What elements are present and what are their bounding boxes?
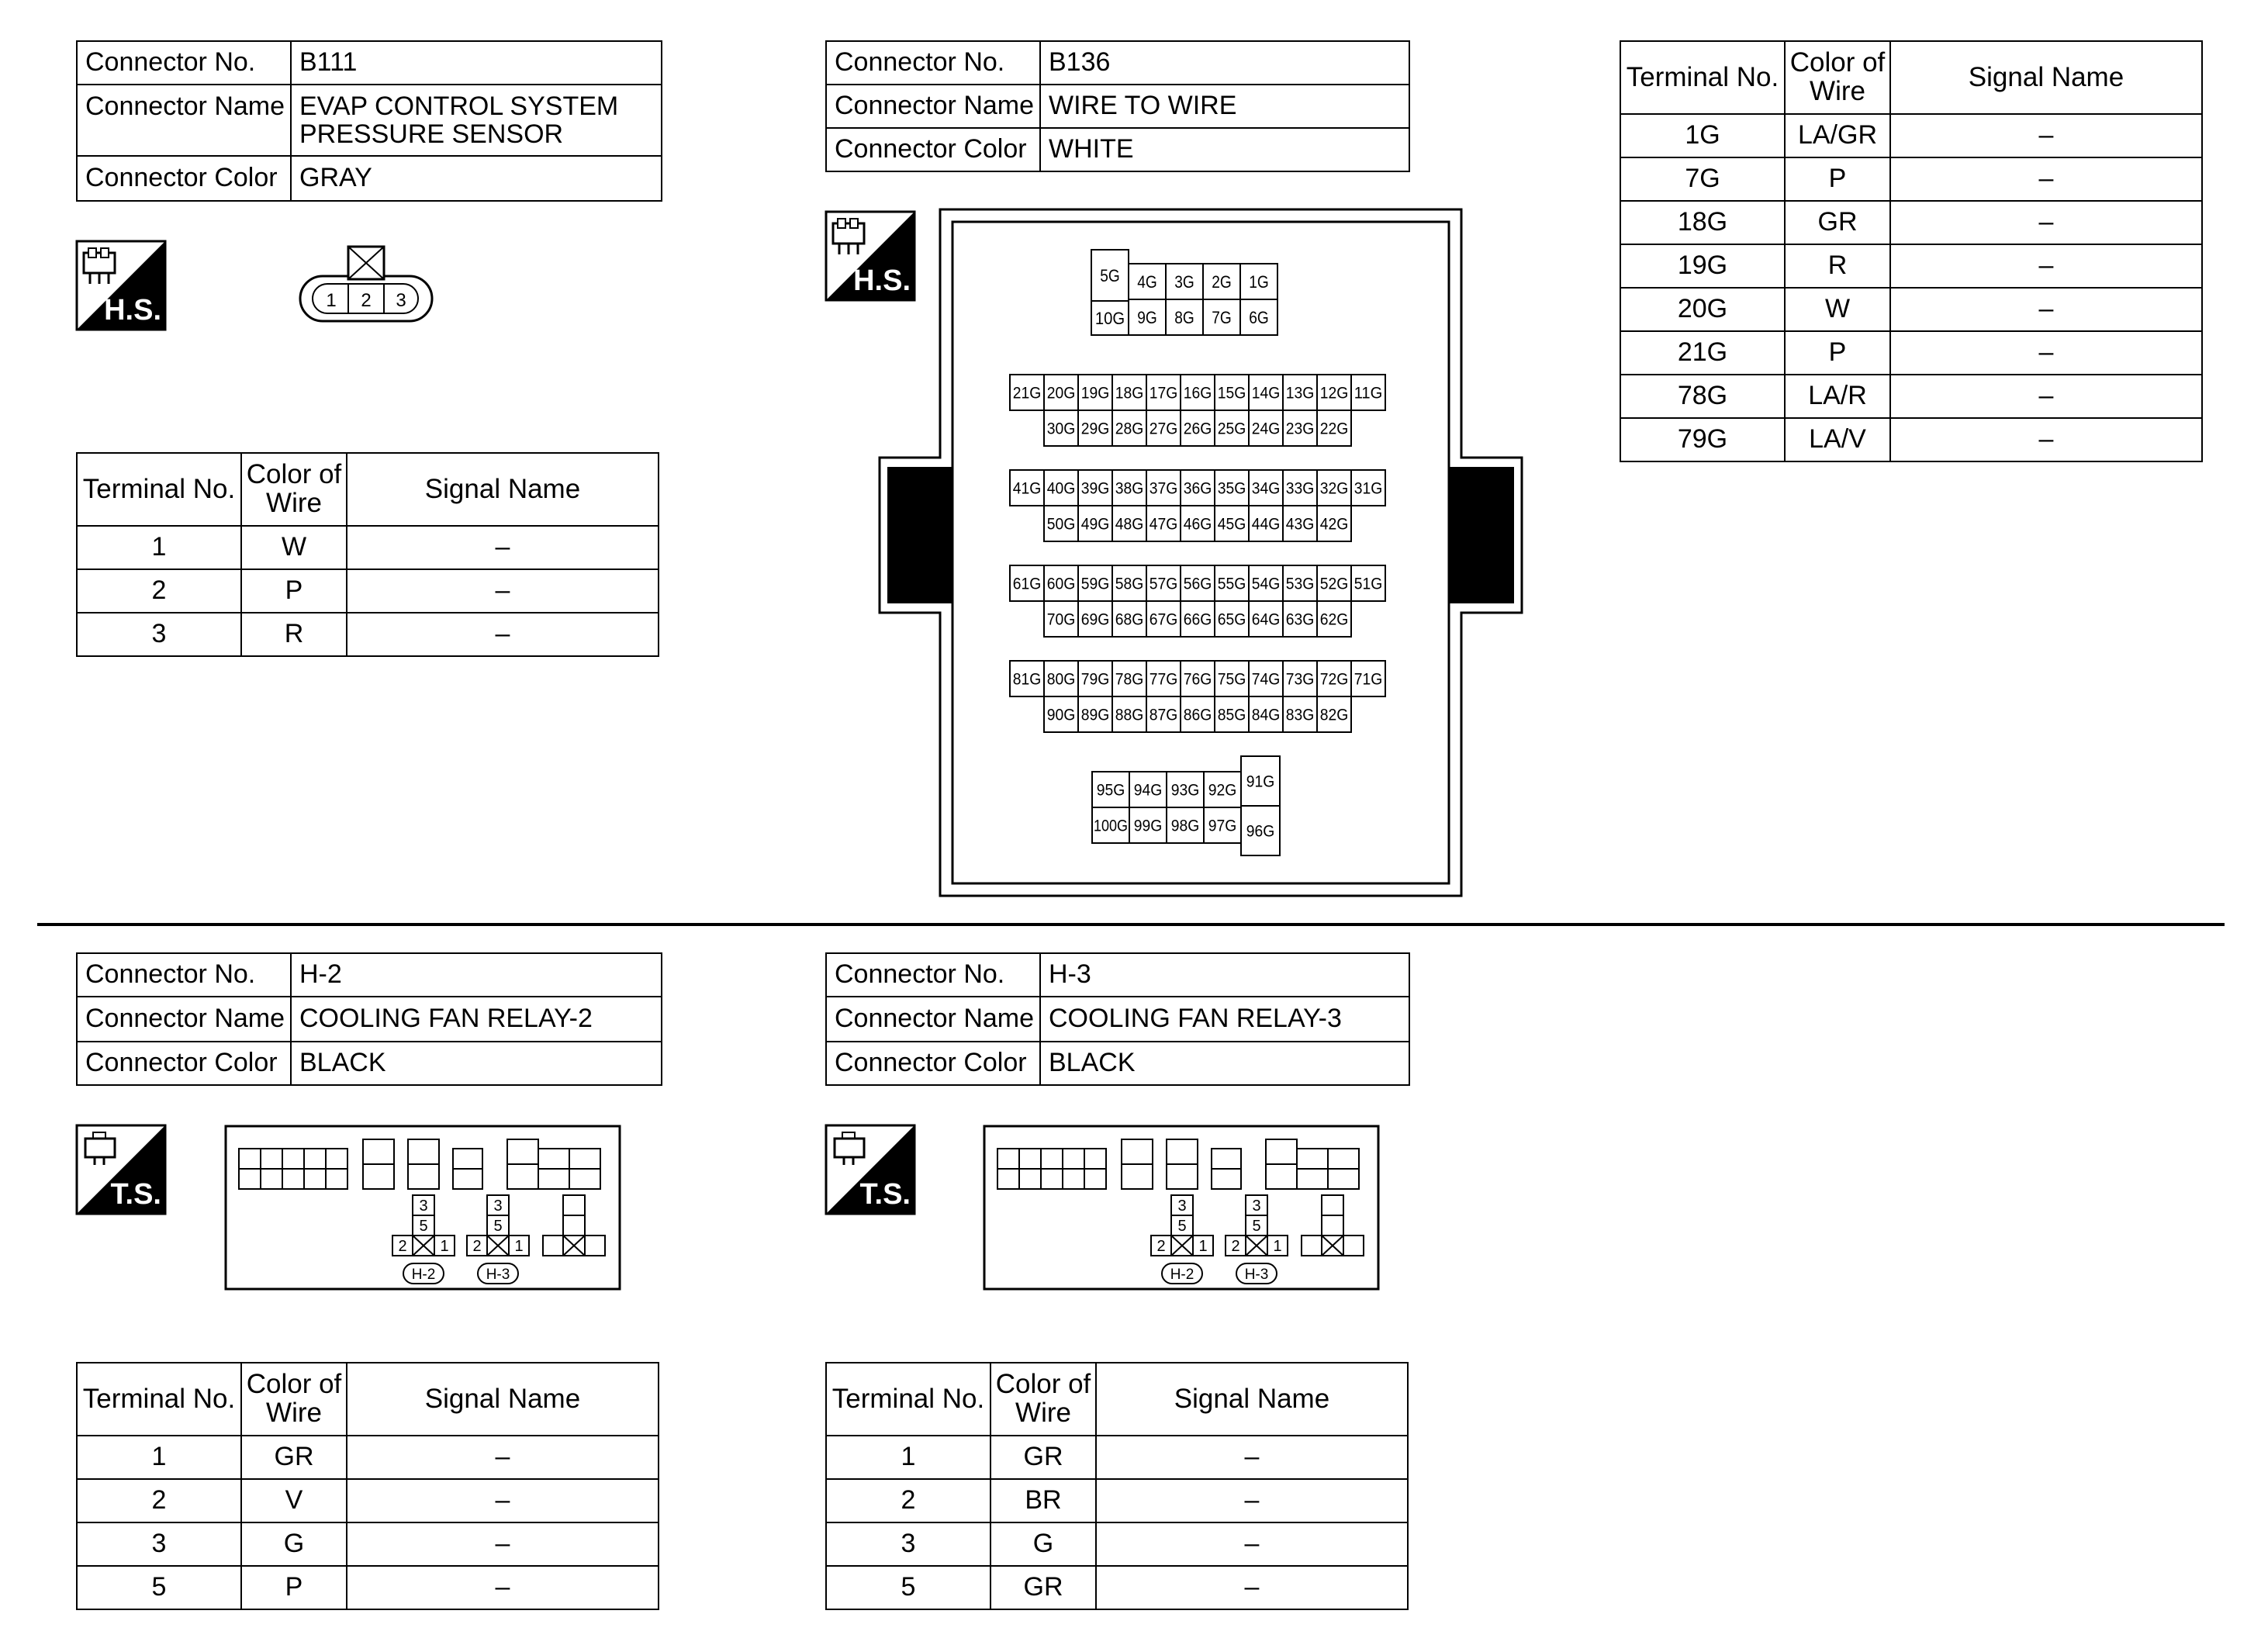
slot xyxy=(453,1169,482,1189)
relay-pin-box xyxy=(1343,1236,1364,1256)
slot xyxy=(507,1164,538,1189)
terminal-label: 82G xyxy=(1319,706,1349,724)
table-row: 1 GR – xyxy=(77,1436,659,1479)
terminal-label: 88G xyxy=(1115,706,1144,724)
relay-pin-box xyxy=(1302,1236,1322,1256)
table-row: 1 GR – xyxy=(826,1436,1408,1479)
terminal-label: 22G xyxy=(1319,420,1349,438)
slot xyxy=(363,1139,394,1164)
table-row: 5 P – xyxy=(77,1566,659,1609)
slot xyxy=(569,1149,600,1169)
terminal-label: 64G xyxy=(1251,610,1281,629)
terminal-label: 55G xyxy=(1217,575,1246,593)
terminal-label: 17G xyxy=(1149,384,1178,403)
terminal-label: 29G xyxy=(1080,420,1110,438)
connector-no-label: Connector No. xyxy=(826,41,1040,85)
terminal-label: 19G xyxy=(1080,384,1110,403)
terminal-label: 38G xyxy=(1115,479,1144,498)
terminal-label: 91G xyxy=(1246,772,1275,791)
terminal-label: 67G xyxy=(1149,610,1178,629)
connector-color-label: Connector Color xyxy=(826,1042,1040,1085)
terminal-no-header: Terminal No. xyxy=(1620,41,1785,114)
connector-name-label: Connector Name xyxy=(826,997,1040,1042)
terminal-label: 59G xyxy=(1080,575,1110,593)
terminal-label: 4G xyxy=(1137,271,1157,292)
terminal-label: 48G xyxy=(1115,515,1144,534)
terminal-label: 81G xyxy=(1012,670,1042,689)
table-row: 3 G – xyxy=(826,1522,1408,1566)
terminal-label: 100G xyxy=(1094,817,1128,835)
fuse-slot xyxy=(1084,1149,1106,1169)
connector-name-line2: PRESSURE SENSOR xyxy=(299,119,564,149)
terminal-label: 94G xyxy=(1133,781,1163,800)
relay-pin-label: 2 xyxy=(1231,1238,1240,1255)
table-row: 79G LA/V – xyxy=(1620,418,2202,461)
h3-relay-block-face xyxy=(984,1125,1379,1290)
fuse-slot xyxy=(239,1169,261,1189)
h2-info-table xyxy=(76,952,662,1086)
fuse-slot xyxy=(1063,1169,1084,1189)
pin-1: 1 xyxy=(326,290,337,311)
signal-name-header: Signal Name xyxy=(1096,1363,1408,1436)
terminal-label: 58G xyxy=(1115,575,1144,593)
table-row: 18G GR – xyxy=(1620,201,2202,244)
table-row: 2 P – xyxy=(77,569,659,613)
b136-info-table xyxy=(825,40,1410,172)
terminal-label: 30G xyxy=(1046,420,1076,438)
fuse-slot xyxy=(261,1149,282,1169)
table-row: 3 R – xyxy=(77,613,659,656)
relay-pin-box xyxy=(563,1215,585,1236)
fuse-slot xyxy=(997,1169,1019,1189)
terminal-label: 36G xyxy=(1183,479,1212,498)
terminal-label: 83G xyxy=(1285,706,1315,724)
terminal-label: 8G xyxy=(1174,307,1194,327)
fuse-slot xyxy=(1041,1149,1063,1169)
slot xyxy=(1212,1169,1241,1189)
terminal-label: 39G xyxy=(1080,479,1110,498)
terminal-label: 6G xyxy=(1249,307,1269,327)
h2-relay-block-face xyxy=(225,1125,621,1290)
terminal-label: 51G xyxy=(1353,575,1383,593)
terminal-label: 79G xyxy=(1080,670,1110,689)
badge-label: H.S. xyxy=(104,294,161,327)
slot xyxy=(1328,1149,1359,1169)
connector-no-value: H-3 xyxy=(1040,953,1409,997)
section-divider xyxy=(37,923,2225,926)
slot xyxy=(1167,1164,1198,1189)
terminal-label: 47G xyxy=(1149,515,1178,534)
terminal-label: 92G xyxy=(1208,781,1237,800)
terminal-label: 89G xyxy=(1080,706,1110,724)
table-row: 19G R – xyxy=(1620,244,2202,288)
relay-pin-label: 1 xyxy=(1198,1238,1208,1255)
terminal-label: 44G xyxy=(1251,515,1281,534)
terminal-label: 76G xyxy=(1183,670,1212,689)
terminal-label: 66G xyxy=(1183,610,1212,629)
terminal-label: 49G xyxy=(1080,515,1110,534)
fuse-slot xyxy=(304,1149,326,1169)
terminal-label: 24G xyxy=(1251,420,1281,438)
pin-2: 2 xyxy=(361,290,372,311)
signal-name-header: Signal Name xyxy=(1890,41,2202,114)
relay-pin-box xyxy=(563,1195,585,1215)
connector-no-value: H-2 xyxy=(291,953,662,997)
terminal-label: 9G xyxy=(1137,307,1157,327)
connector-no-value: B111 xyxy=(291,41,662,85)
b136-connector-face xyxy=(869,209,1528,900)
terminal-no-header: Terminal No. xyxy=(77,453,241,526)
terminal-label: 16G xyxy=(1183,384,1212,403)
fuse-slot xyxy=(326,1169,347,1189)
terminal-label: 70G xyxy=(1046,610,1076,629)
relay-pin-label: 2 xyxy=(1156,1238,1166,1255)
badge-label: T.S. xyxy=(859,1178,911,1211)
terminal-label: 96G xyxy=(1246,822,1275,841)
relay-pin-label: 3 xyxy=(1252,1198,1261,1215)
relay-pin-label: 5 xyxy=(1177,1218,1187,1235)
terminal-label: 87G xyxy=(1149,706,1178,724)
terminal-label: 40G xyxy=(1046,479,1076,498)
relay-tag-label: H-2 xyxy=(1170,1267,1194,1283)
terminal-label: 60G xyxy=(1046,575,1076,593)
relay-pin-box xyxy=(1322,1215,1343,1236)
table-row: 21G P – xyxy=(1620,331,2202,375)
terminal-label: 32G xyxy=(1319,479,1349,498)
table-row: 3 G – xyxy=(77,1522,659,1566)
color-of-wire-header: Color of Wire xyxy=(241,1363,347,1436)
terminal-label: 99G xyxy=(1133,817,1163,835)
fuse-slot xyxy=(304,1169,326,1189)
connector-no-label: Connector No. xyxy=(826,953,1040,997)
terminal-label: 63G xyxy=(1285,610,1315,629)
terminal-label: 26G xyxy=(1183,420,1212,438)
table-row: 5 GR – xyxy=(826,1566,1408,1609)
terminal-label: 28G xyxy=(1115,420,1144,438)
terminal-label: 68G xyxy=(1115,610,1144,629)
terminal-label: 71G xyxy=(1353,670,1383,689)
relay-tag-label: H-2 xyxy=(411,1267,436,1283)
relay-pin-label: 1 xyxy=(440,1238,449,1255)
slot xyxy=(408,1164,439,1189)
terminal-label: 7G xyxy=(1212,307,1232,327)
connector-name-label: Connector Name xyxy=(77,997,291,1042)
terminal-label: 80G xyxy=(1046,670,1076,689)
fuse-slot xyxy=(1019,1169,1041,1189)
fuse-slot xyxy=(1019,1149,1041,1169)
pin-3: 3 xyxy=(396,290,406,311)
slot xyxy=(408,1139,439,1164)
terminal-label: 33G xyxy=(1285,479,1315,498)
terminal-label: 15G xyxy=(1217,384,1246,403)
terminal-label: 23G xyxy=(1285,420,1315,438)
slot xyxy=(538,1169,569,1189)
terminal-label: 13G xyxy=(1285,384,1315,403)
h3-terminal-table xyxy=(825,1362,1409,1610)
terminal-label: 62G xyxy=(1319,610,1349,629)
terminal-label: 93G xyxy=(1170,781,1200,800)
terminal-label: 52G xyxy=(1319,575,1349,593)
terminal-label: 56G xyxy=(1183,575,1212,593)
terminal-label: 35G xyxy=(1217,479,1246,498)
table-row: 78G LA/R – xyxy=(1620,375,2202,418)
terminal-label: 18G xyxy=(1115,384,1144,403)
connector-no-label: Connector No. xyxy=(77,41,291,85)
signal-name-header: Signal Name xyxy=(347,453,659,526)
relay-pin-label: 1 xyxy=(514,1238,524,1255)
connector-color-label: Connector Color xyxy=(77,156,291,201)
terminal-label: 12G xyxy=(1319,384,1349,403)
slot xyxy=(1328,1169,1359,1189)
badge-label: T.S. xyxy=(110,1178,161,1211)
terminal-label: 3G xyxy=(1174,271,1194,292)
terminal-label: 27G xyxy=(1149,420,1178,438)
connector-no-label: Connector No. xyxy=(77,953,291,997)
slot xyxy=(1122,1164,1153,1189)
terminal-label: 2G xyxy=(1212,271,1232,292)
table-row: 1G LA/GR – xyxy=(1620,114,2202,157)
terminal-label: 37G xyxy=(1149,479,1178,498)
connector-color-value: GRAY xyxy=(291,156,662,201)
terminal-label: 45G xyxy=(1217,515,1246,534)
terminal-label: 54G xyxy=(1251,575,1281,593)
fuse-slot xyxy=(261,1169,282,1189)
terminal-label: 90G xyxy=(1046,706,1076,724)
fuse-slot xyxy=(1063,1149,1084,1169)
badge-label: H.S. xyxy=(853,264,911,297)
relay-pin-label: 5 xyxy=(1252,1218,1261,1235)
b136-terminal-table xyxy=(1620,40,2203,462)
terminal-label: 85G xyxy=(1217,706,1246,724)
fuse-slot xyxy=(997,1149,1019,1169)
connector-no-value: B136 xyxy=(1040,41,1409,85)
relay-pin-label: 5 xyxy=(493,1218,503,1235)
connector-color-value: BLACK xyxy=(291,1042,662,1085)
slot xyxy=(363,1164,394,1189)
connector-color-value: BLACK xyxy=(1040,1042,1409,1085)
color-of-wire-header: Color of Wire xyxy=(241,453,347,526)
slot xyxy=(538,1149,569,1169)
terminal-label: 46G xyxy=(1183,515,1212,534)
b111-info-table xyxy=(76,40,662,202)
terminal-label: 11G xyxy=(1353,384,1383,403)
terminal-label: 42G xyxy=(1319,515,1349,534)
terminal-label: 72G xyxy=(1319,670,1349,689)
relay-pin-label: 5 xyxy=(419,1218,428,1235)
terminal-label: 75G xyxy=(1217,670,1246,689)
slot xyxy=(1297,1149,1328,1169)
relay-pin-box xyxy=(1322,1195,1343,1215)
terminal-label: 97G xyxy=(1208,817,1237,835)
fuse-slot xyxy=(1084,1169,1106,1189)
terminal-label: 61G xyxy=(1012,575,1042,593)
terminal-label: 1G xyxy=(1249,271,1269,292)
terminal-label: 25G xyxy=(1217,420,1246,438)
terminal-no-header: Terminal No. xyxy=(77,1363,241,1436)
connector-name-value: COOLING FAN RELAY-2 xyxy=(291,997,662,1042)
relay-tag-label: H-3 xyxy=(486,1267,510,1283)
relay-pin-box xyxy=(543,1236,563,1256)
terminal-label: 57G xyxy=(1149,575,1178,593)
terminal-label: 21G xyxy=(1012,384,1042,403)
terminal-no-header: Terminal No. xyxy=(826,1363,990,1436)
terminal-label: 20G xyxy=(1046,384,1076,403)
slot xyxy=(1212,1149,1241,1169)
terminal-label: 69G xyxy=(1080,610,1110,629)
relay-pin-box xyxy=(585,1236,605,1256)
slot xyxy=(1167,1139,1198,1164)
relay-pin-label: 3 xyxy=(493,1198,503,1215)
b111-connector-face xyxy=(299,239,438,324)
relay-pin-label: 1 xyxy=(1273,1238,1282,1255)
slot xyxy=(453,1149,482,1169)
terminal-label: 31G xyxy=(1353,479,1383,498)
terminal-label: 34G xyxy=(1251,479,1281,498)
slot xyxy=(1297,1169,1328,1189)
fuse-slot xyxy=(282,1169,304,1189)
color-of-wire-header: Color of Wire xyxy=(990,1363,1096,1436)
terminal-label: 86G xyxy=(1183,706,1212,724)
relay-pin-label: 2 xyxy=(398,1238,407,1255)
slot xyxy=(1266,1164,1297,1189)
terminal-label: 98G xyxy=(1170,817,1200,835)
connector-name-label: Connector Name xyxy=(826,85,1040,128)
slot xyxy=(1122,1139,1153,1164)
connector-name-line1: EVAP CONTROL SYSTEM xyxy=(299,92,619,121)
table-row: 7G P – xyxy=(1620,157,2202,201)
relay-pin-label: 3 xyxy=(419,1198,428,1215)
terminal-label: 53G xyxy=(1285,575,1315,593)
terminal-label: 14G xyxy=(1251,384,1281,403)
fuse-slot xyxy=(282,1149,304,1169)
terminal-label: 77G xyxy=(1149,670,1178,689)
b111-terminal-table xyxy=(76,452,659,657)
slot xyxy=(569,1169,600,1189)
terminal-label: 41G xyxy=(1012,479,1042,498)
table-row: 2 BR – xyxy=(826,1479,1408,1522)
relay-pin-label: 2 xyxy=(472,1238,482,1255)
relay-tag-label: H-3 xyxy=(1244,1267,1269,1283)
table-row: 1 W – xyxy=(77,526,659,569)
terminal-label: 10G xyxy=(1094,308,1125,328)
connector-color-label: Connector Color xyxy=(826,128,1040,171)
terminal-label: 65G xyxy=(1217,610,1246,629)
fuse-slot xyxy=(1041,1169,1063,1189)
terminal-label: 43G xyxy=(1285,515,1315,534)
h2-terminal-table xyxy=(76,1362,659,1610)
terminal-label: 50G xyxy=(1046,515,1076,534)
terminal-label: 84G xyxy=(1251,706,1281,724)
connector-color-label: Connector Color xyxy=(77,1042,291,1085)
slot xyxy=(507,1139,538,1164)
table-row: 20G W – xyxy=(1620,288,2202,331)
terminal-label: 78G xyxy=(1115,670,1144,689)
fuse-slot xyxy=(326,1149,347,1169)
connector-name-value: COOLING FAN RELAY-3 xyxy=(1040,997,1409,1042)
terminal-side-badge xyxy=(825,1125,915,1215)
signal-name-header: Signal Name xyxy=(347,1363,659,1436)
connector-name-value: WIRE TO WIRE xyxy=(1040,85,1409,128)
slot xyxy=(1266,1139,1297,1164)
color-of-wire-header: Color of Wire xyxy=(1785,41,1890,114)
table-row: 2 V – xyxy=(77,1479,659,1522)
connector-color-value: WHITE xyxy=(1040,128,1409,171)
connector-name-value xyxy=(291,85,662,156)
terminal-label: 5G xyxy=(1100,265,1120,285)
h3-info-table xyxy=(825,952,1410,1086)
fuse-slot xyxy=(239,1149,261,1169)
connector-name-label: Connector Name xyxy=(77,85,291,156)
terminal-label: 95G xyxy=(1096,781,1125,800)
harness-side-badge xyxy=(76,240,166,330)
relay-pin-label: 3 xyxy=(1177,1198,1187,1215)
terminal-side-badge xyxy=(76,1125,166,1215)
terminal-label: 74G xyxy=(1251,670,1281,689)
terminal-label: 73G xyxy=(1285,670,1315,689)
